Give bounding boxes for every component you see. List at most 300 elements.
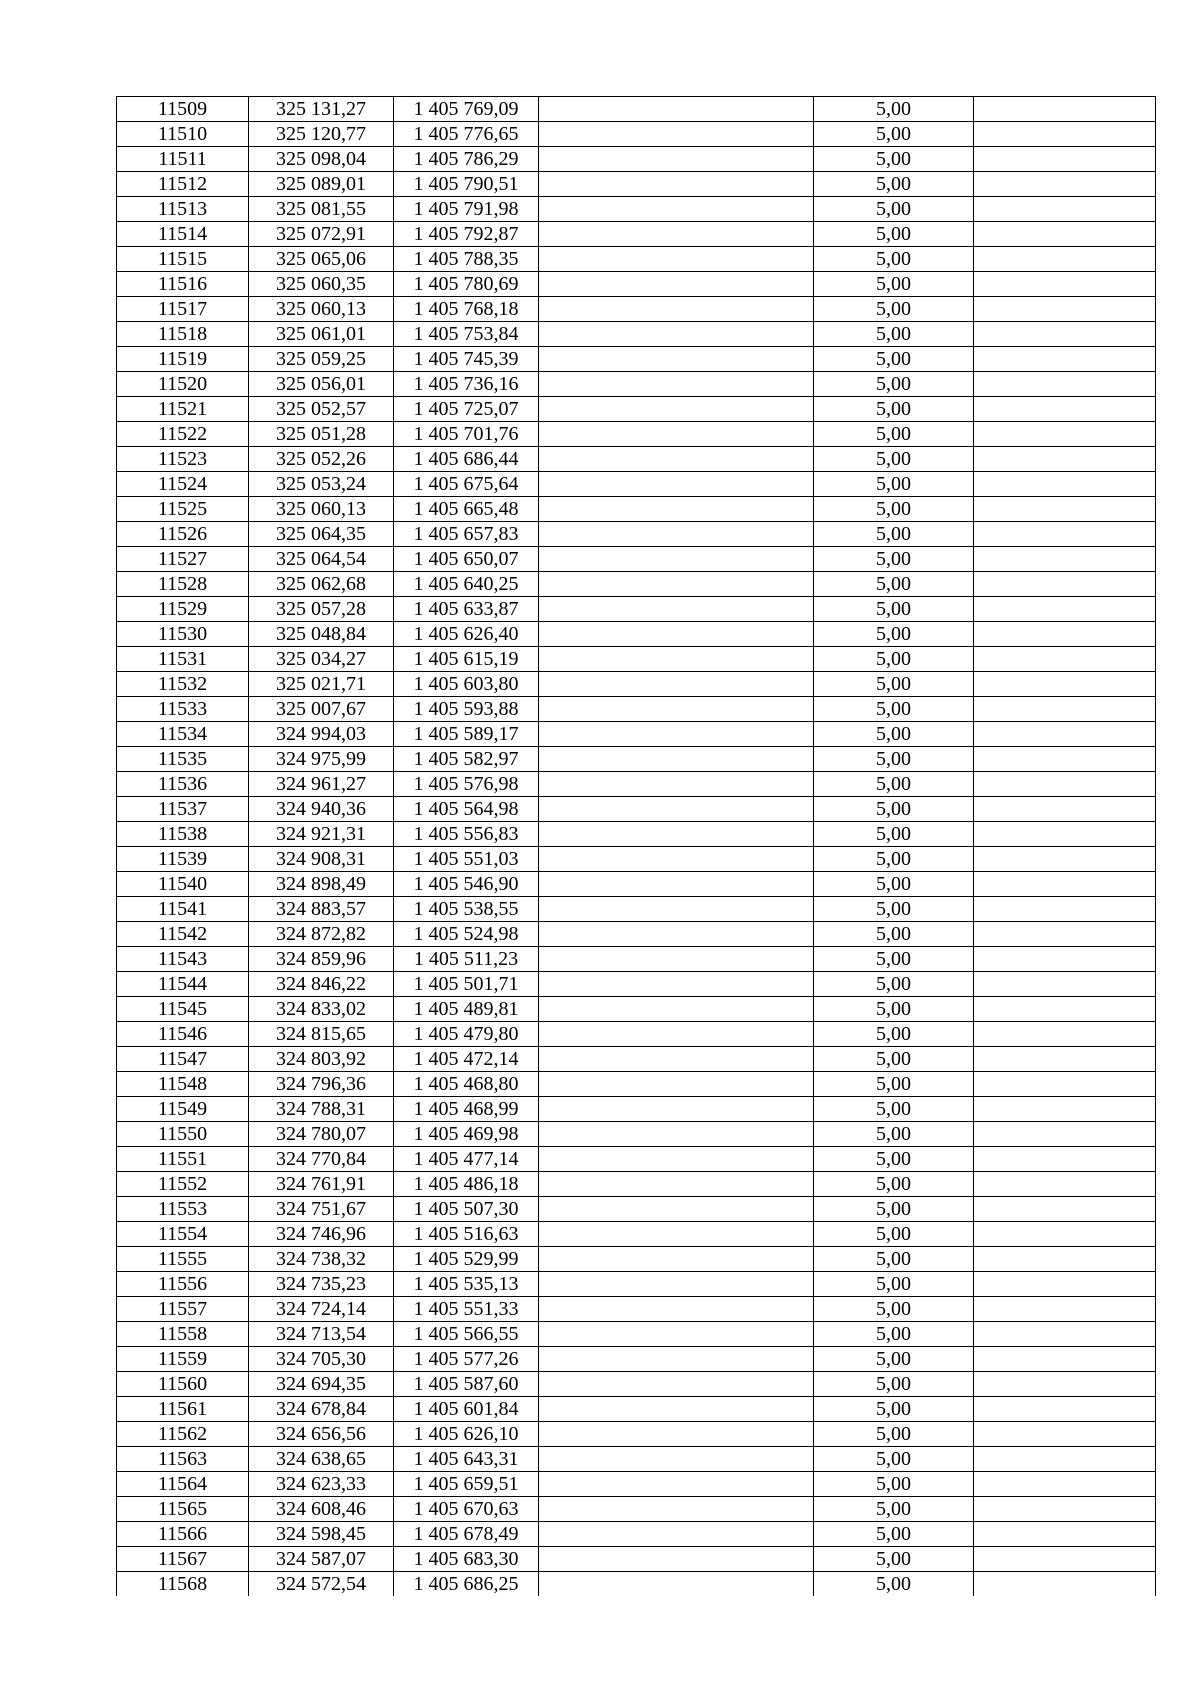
point-number-cell: 11513 (117, 197, 249, 222)
table-row (117, 622, 1156, 647)
table-row (117, 722, 1156, 747)
x-coordinate-cell: 325 064,54 (249, 547, 394, 572)
table-row (117, 972, 1156, 997)
description-cell (539, 472, 814, 497)
extra-cell (974, 347, 1156, 372)
description-cell (539, 322, 814, 347)
x-coordinate-cell: 324 770,84 (249, 1147, 394, 1172)
x-coordinate-cell: 325 060,35 (249, 272, 394, 297)
y-coordinate-cell: 1 405 564,98 (394, 797, 539, 822)
y-coordinate-cell: 1 405 640,25 (394, 572, 539, 597)
x-coordinate-cell: 324 898,49 (249, 872, 394, 897)
point-number-cell: 11564 (117, 1472, 249, 1497)
x-coordinate-cell: 324 746,96 (249, 1222, 394, 1247)
value-cell: 5,00 (814, 747, 974, 772)
value-cell: 5,00 (814, 322, 974, 347)
description-cell (539, 847, 814, 872)
point-number-cell: 11515 (117, 247, 249, 272)
y-coordinate-cell: 1 405 511,23 (394, 947, 539, 972)
y-coordinate-cell: 1 405 657,83 (394, 522, 539, 547)
extra-cell (974, 822, 1156, 847)
point-number-cell: 11551 (117, 1147, 249, 1172)
value-cell: 5,00 (814, 672, 974, 697)
description-cell (539, 1097, 814, 1122)
description-cell (539, 1297, 814, 1322)
point-number-cell: 11550 (117, 1122, 249, 1147)
x-coordinate-cell: 325 060,13 (249, 297, 394, 322)
x-coordinate-cell: 325 072,91 (249, 222, 394, 247)
description-cell (539, 1472, 814, 1497)
x-coordinate-cell: 325 053,24 (249, 472, 394, 497)
extra-cell (974, 647, 1156, 672)
description-cell (539, 547, 814, 572)
y-coordinate-cell: 1 405 686,25 (394, 1572, 539, 1597)
point-number-cell: 11544 (117, 972, 249, 997)
value-cell: 5,00 (814, 497, 974, 522)
value-cell: 5,00 (814, 272, 974, 297)
point-number-cell: 11554 (117, 1222, 249, 1247)
extra-cell (974, 247, 1156, 272)
y-coordinate-cell: 1 405 468,80 (394, 1072, 539, 1097)
value-cell: 5,00 (814, 1072, 974, 1097)
x-coordinate-cell: 325 081,55 (249, 197, 394, 222)
description-cell (539, 772, 814, 797)
table-row (117, 597, 1156, 622)
extra-cell (974, 1497, 1156, 1522)
extra-cell (974, 1272, 1156, 1297)
point-number-cell: 11518 (117, 322, 249, 347)
value-cell: 5,00 (814, 1497, 974, 1522)
table-row (117, 572, 1156, 597)
extra-cell (974, 297, 1156, 322)
y-coordinate-cell: 1 405 469,98 (394, 1122, 539, 1147)
point-number-cell: 11567 (117, 1547, 249, 1572)
extra-cell (974, 872, 1156, 897)
description-cell (539, 1272, 814, 1297)
y-coordinate-cell: 1 405 603,80 (394, 672, 539, 697)
y-coordinate-cell: 1 405 489,81 (394, 997, 539, 1022)
extra-cell (974, 147, 1156, 172)
description-cell (539, 997, 814, 1022)
extra-cell (974, 122, 1156, 147)
description-cell (539, 1197, 814, 1222)
table-row (117, 247, 1156, 272)
point-number-cell: 11519 (117, 347, 249, 372)
table-row (117, 122, 1156, 147)
value-cell: 5,00 (814, 1347, 974, 1372)
point-number-cell: 11532 (117, 672, 249, 697)
value-cell: 5,00 (814, 922, 974, 947)
value-cell: 5,00 (814, 1122, 974, 1147)
point-number-cell: 11546 (117, 1022, 249, 1047)
value-cell: 5,00 (814, 772, 974, 797)
y-coordinate-cell: 1 405 650,07 (394, 547, 539, 572)
y-coordinate-cell: 1 405 477,14 (394, 1147, 539, 1172)
x-coordinate-cell: 325 131,27 (249, 97, 394, 122)
value-cell: 5,00 (814, 997, 974, 1022)
description-cell (539, 1322, 814, 1347)
description-cell (539, 422, 814, 447)
table-row (117, 197, 1156, 222)
value-cell: 5,00 (814, 472, 974, 497)
table-row (117, 997, 1156, 1022)
extra-cell (974, 847, 1156, 872)
extra-cell (974, 1297, 1156, 1322)
extra-cell (974, 747, 1156, 772)
description-cell (539, 272, 814, 297)
description-cell (539, 1047, 814, 1072)
x-coordinate-cell: 324 572,54 (249, 1572, 394, 1597)
y-coordinate-cell: 1 405 577,26 (394, 1347, 539, 1372)
value-cell: 5,00 (814, 1372, 974, 1397)
value-cell: 5,00 (814, 972, 974, 997)
extra-cell (974, 522, 1156, 547)
y-coordinate-cell: 1 405 507,30 (394, 1197, 539, 1222)
point-number-cell: 11561 (117, 1397, 249, 1422)
y-coordinate-cell: 1 405 786,29 (394, 147, 539, 172)
description-cell (539, 1122, 814, 1147)
point-number-cell: 11553 (117, 1197, 249, 1222)
y-coordinate-cell: 1 405 659,51 (394, 1472, 539, 1497)
y-coordinate-cell: 1 405 725,07 (394, 397, 539, 422)
description-cell (539, 897, 814, 922)
value-cell: 5,00 (814, 1272, 974, 1297)
extra-cell (974, 997, 1156, 1022)
table-row (117, 1422, 1156, 1447)
table-row (117, 947, 1156, 972)
value-cell: 5,00 (814, 847, 974, 872)
x-coordinate-cell: 325 089,01 (249, 172, 394, 197)
point-number-cell: 11523 (117, 447, 249, 472)
y-coordinate-cell: 1 405 670,63 (394, 1497, 539, 1522)
x-coordinate-cell: 325 048,84 (249, 622, 394, 647)
extra-cell (974, 1447, 1156, 1472)
table-row (117, 897, 1156, 922)
description-cell (539, 197, 814, 222)
value-cell: 5,00 (814, 422, 974, 447)
point-number-cell: 11509 (117, 97, 249, 122)
value-cell: 5,00 (814, 1422, 974, 1447)
x-coordinate-cell: 324 803,92 (249, 1047, 394, 1072)
table-row (117, 697, 1156, 722)
x-coordinate-cell: 325 057,28 (249, 597, 394, 622)
value-cell: 5,00 (814, 97, 974, 122)
extra-cell (974, 1547, 1156, 1572)
table-row (117, 147, 1156, 172)
extra-cell (974, 472, 1156, 497)
x-coordinate-cell: 324 608,46 (249, 1497, 394, 1522)
description-cell (539, 397, 814, 422)
description-cell (539, 747, 814, 772)
point-number-cell: 11565 (117, 1497, 249, 1522)
extra-cell (974, 1347, 1156, 1372)
table-row (117, 847, 1156, 872)
y-coordinate-cell: 1 405 780,69 (394, 272, 539, 297)
x-coordinate-cell: 324 638,65 (249, 1447, 394, 1472)
value-cell: 5,00 (814, 222, 974, 247)
table-row (117, 172, 1156, 197)
table-row (117, 772, 1156, 797)
extra-cell (974, 172, 1156, 197)
extra-cell (974, 622, 1156, 647)
extra-cell (974, 722, 1156, 747)
value-cell: 5,00 (814, 622, 974, 647)
table-row (117, 1247, 1156, 1272)
extra-cell (974, 772, 1156, 797)
description-cell (539, 497, 814, 522)
point-number-cell: 11521 (117, 397, 249, 422)
point-number-cell: 11542 (117, 922, 249, 947)
y-coordinate-cell: 1 405 683,30 (394, 1547, 539, 1572)
table-row (117, 447, 1156, 472)
y-coordinate-cell: 1 405 788,35 (394, 247, 539, 272)
y-coordinate-cell: 1 405 626,40 (394, 622, 539, 647)
value-cell: 5,00 (814, 1222, 974, 1247)
value-cell: 5,00 (814, 397, 974, 422)
y-coordinate-cell: 1 405 753,84 (394, 322, 539, 347)
value-cell: 5,00 (814, 1547, 974, 1572)
table-row (117, 297, 1156, 322)
value-cell: 5,00 (814, 572, 974, 597)
y-coordinate-cell: 1 405 566,55 (394, 1322, 539, 1347)
description-cell (539, 97, 814, 122)
description-cell (539, 372, 814, 397)
x-coordinate-cell: 324 738,32 (249, 1247, 394, 1272)
y-coordinate-cell: 1 405 686,44 (394, 447, 539, 472)
table-row (117, 1147, 1156, 1172)
description-cell (539, 822, 814, 847)
x-coordinate-cell: 324 796,36 (249, 1072, 394, 1097)
y-coordinate-cell: 1 405 468,99 (394, 1097, 539, 1122)
point-number-cell: 11545 (117, 997, 249, 1022)
description-cell (539, 697, 814, 722)
value-cell: 5,00 (814, 147, 974, 172)
x-coordinate-cell: 324 694,35 (249, 1372, 394, 1397)
description-cell (539, 1522, 814, 1547)
y-coordinate-cell: 1 405 626,10 (394, 1422, 539, 1447)
x-coordinate-cell: 324 587,07 (249, 1547, 394, 1572)
extra-cell (974, 1372, 1156, 1397)
value-cell: 5,00 (814, 1472, 974, 1497)
y-coordinate-cell: 1 405 589,17 (394, 722, 539, 747)
description-cell (539, 1172, 814, 1197)
table-row (117, 322, 1156, 347)
y-coordinate-cell: 1 405 593,88 (394, 697, 539, 722)
y-coordinate-cell: 1 405 479,80 (394, 1022, 539, 1047)
description-cell (539, 797, 814, 822)
extra-cell (974, 897, 1156, 922)
x-coordinate-cell: 324 713,54 (249, 1322, 394, 1347)
value-cell: 5,00 (814, 1247, 974, 1272)
table-row (117, 1297, 1156, 1322)
description-cell (539, 147, 814, 172)
extra-cell (974, 197, 1156, 222)
extra-cell (974, 1122, 1156, 1147)
extra-cell (974, 1572, 1156, 1597)
value-cell: 5,00 (814, 797, 974, 822)
y-coordinate-cell: 1 405 551,03 (394, 847, 539, 872)
x-coordinate-cell: 324 788,31 (249, 1097, 394, 1122)
table-row (117, 1222, 1156, 1247)
point-number-cell: 11526 (117, 522, 249, 547)
description-cell (539, 172, 814, 197)
description-cell (539, 1022, 814, 1047)
extra-cell (974, 547, 1156, 572)
table-row (117, 1197, 1156, 1222)
extra-cell (974, 272, 1156, 297)
x-coordinate-cell: 325 052,26 (249, 447, 394, 472)
x-coordinate-cell: 324 598,45 (249, 1522, 394, 1547)
extra-cell (974, 1072, 1156, 1097)
table-row (117, 1022, 1156, 1047)
point-number-cell: 11539 (117, 847, 249, 872)
table-row (117, 222, 1156, 247)
description-cell (539, 1397, 814, 1422)
y-coordinate-cell: 1 405 516,63 (394, 1222, 539, 1247)
extra-cell (974, 1147, 1156, 1172)
description-cell (539, 1222, 814, 1247)
value-cell: 5,00 (814, 447, 974, 472)
x-coordinate-cell: 324 921,31 (249, 822, 394, 847)
table-row (117, 472, 1156, 497)
value-cell: 5,00 (814, 1022, 974, 1047)
y-coordinate-cell: 1 405 615,19 (394, 647, 539, 672)
y-coordinate-cell: 1 405 472,14 (394, 1047, 539, 1072)
x-coordinate-cell: 325 098,04 (249, 147, 394, 172)
value-cell: 5,00 (814, 1322, 974, 1347)
x-coordinate-cell: 324 705,30 (249, 1347, 394, 1372)
point-number-cell: 11511 (117, 147, 249, 172)
y-coordinate-cell: 1 405 792,87 (394, 222, 539, 247)
value-cell: 5,00 (814, 1522, 974, 1547)
point-number-cell: 11559 (117, 1347, 249, 1372)
extra-cell (974, 1322, 1156, 1347)
point-number-cell: 11510 (117, 122, 249, 147)
value-cell: 5,00 (814, 122, 974, 147)
x-coordinate-cell: 324 994,03 (249, 722, 394, 747)
table-row (117, 797, 1156, 822)
y-coordinate-cell: 1 405 582,97 (394, 747, 539, 772)
value-cell: 5,00 (814, 1097, 974, 1122)
value-cell: 5,00 (814, 1572, 974, 1597)
extra-cell (974, 1097, 1156, 1122)
value-cell: 5,00 (814, 522, 974, 547)
extra-cell (974, 922, 1156, 947)
description-cell (539, 447, 814, 472)
point-number-cell: 11525 (117, 497, 249, 522)
y-coordinate-cell: 1 405 791,98 (394, 197, 539, 222)
extra-cell (974, 672, 1156, 697)
y-coordinate-cell: 1 405 556,83 (394, 822, 539, 847)
y-coordinate-cell: 1 405 776,65 (394, 122, 539, 147)
value-cell: 5,00 (814, 547, 974, 572)
table-row (117, 747, 1156, 772)
y-coordinate-cell: 1 405 768,18 (394, 297, 539, 322)
x-coordinate-cell: 324 751,67 (249, 1197, 394, 1222)
point-number-cell: 11531 (117, 647, 249, 672)
description-cell (539, 347, 814, 372)
description-cell (539, 1547, 814, 1572)
description-cell (539, 297, 814, 322)
x-coordinate-cell: 324 678,84 (249, 1397, 394, 1422)
table-row (117, 497, 1156, 522)
point-number-cell: 11520 (117, 372, 249, 397)
y-coordinate-cell: 1 405 745,39 (394, 347, 539, 372)
y-coordinate-cell: 1 405 524,98 (394, 922, 539, 947)
extra-cell (974, 1222, 1156, 1247)
description-cell (539, 922, 814, 947)
point-number-cell: 11516 (117, 272, 249, 297)
point-number-cell: 11552 (117, 1172, 249, 1197)
y-coordinate-cell: 1 405 665,48 (394, 497, 539, 522)
x-coordinate-cell: 324 940,36 (249, 797, 394, 822)
value-cell: 5,00 (814, 647, 974, 672)
point-number-cell: 11541 (117, 897, 249, 922)
point-number-cell: 11536 (117, 772, 249, 797)
x-coordinate-cell: 325 056,01 (249, 372, 394, 397)
table-row (117, 397, 1156, 422)
description-cell (539, 247, 814, 272)
point-number-cell: 11556 (117, 1272, 249, 1297)
table-row (117, 1347, 1156, 1372)
y-coordinate-cell: 1 405 769,09 (394, 97, 539, 122)
description-cell (539, 1447, 814, 1472)
description-cell (539, 622, 814, 647)
x-coordinate-cell: 325 061,01 (249, 322, 394, 347)
table-row (117, 522, 1156, 547)
x-coordinate-cell: 325 034,27 (249, 647, 394, 672)
y-coordinate-cell: 1 405 675,64 (394, 472, 539, 497)
description-cell (539, 597, 814, 622)
x-coordinate-cell: 324 833,02 (249, 997, 394, 1022)
table-row (117, 1472, 1156, 1497)
value-cell: 5,00 (814, 1197, 974, 1222)
extra-cell (974, 497, 1156, 522)
point-number-cell: 11530 (117, 622, 249, 647)
value-cell: 5,00 (814, 897, 974, 922)
description-cell (539, 1147, 814, 1172)
point-number-cell: 11527 (117, 547, 249, 572)
point-number-cell: 11543 (117, 947, 249, 972)
extra-cell (974, 947, 1156, 972)
value-cell: 5,00 (814, 1047, 974, 1072)
table-row (117, 347, 1156, 372)
coordinates-table (116, 96, 1156, 1596)
extra-cell (974, 572, 1156, 597)
extra-cell (974, 422, 1156, 447)
x-coordinate-cell: 325 060,13 (249, 497, 394, 522)
table-row (117, 1097, 1156, 1122)
table-row (117, 1172, 1156, 1197)
point-number-cell: 11549 (117, 1097, 249, 1122)
point-number-cell: 11568 (117, 1572, 249, 1597)
table-row (117, 422, 1156, 447)
y-coordinate-cell: 1 405 535,13 (394, 1272, 539, 1297)
table-row (117, 1372, 1156, 1397)
extra-cell (974, 972, 1156, 997)
y-coordinate-cell: 1 405 633,87 (394, 597, 539, 622)
value-cell: 5,00 (814, 697, 974, 722)
x-coordinate-cell: 325 065,06 (249, 247, 394, 272)
y-coordinate-cell: 1 405 601,84 (394, 1397, 539, 1422)
extra-cell (974, 1172, 1156, 1197)
table-row (117, 1572, 1156, 1597)
table-row (117, 1322, 1156, 1347)
point-number-cell: 11560 (117, 1372, 249, 1397)
extra-cell (974, 97, 1156, 122)
x-coordinate-cell: 324 975,99 (249, 747, 394, 772)
extra-cell (974, 322, 1156, 347)
